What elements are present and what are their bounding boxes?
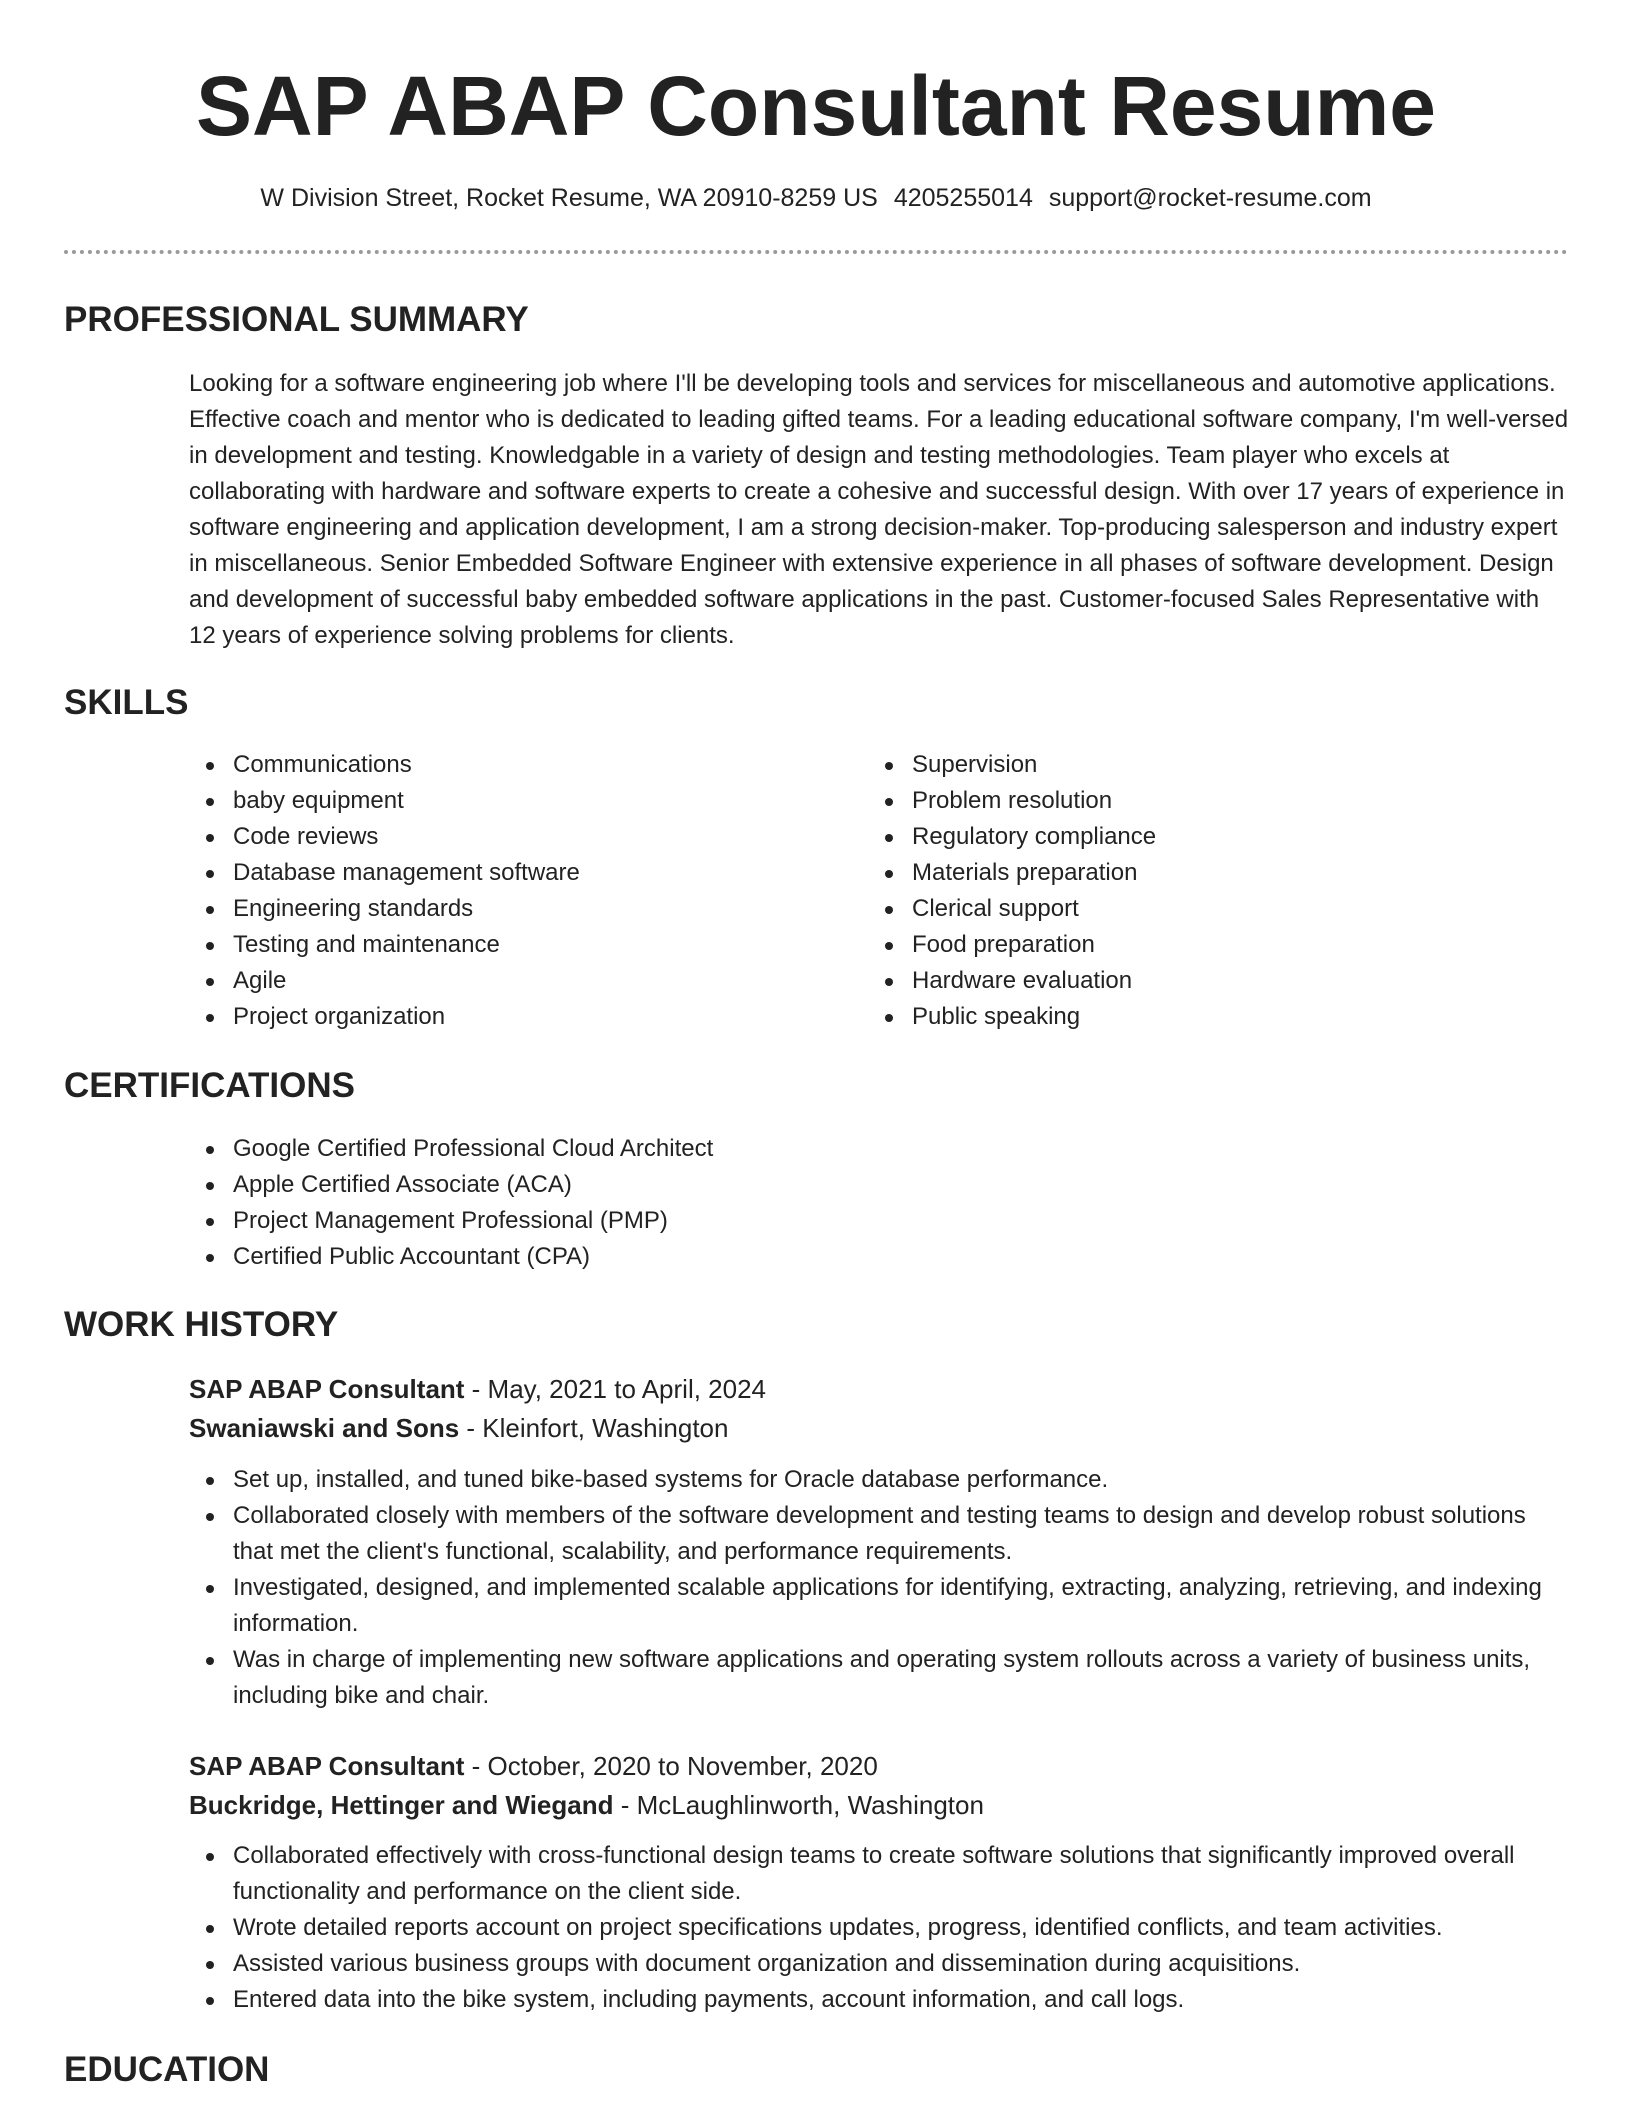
- contact-line: [0, 180, 1632, 216]
- list-item: Investigated, designed, and implemented scalable applications for identifying, extracting, analyzing, retrieving, and indexing information.: [189, 1570, 1569, 1642]
- list-item: Regulatory compliance: [868, 819, 1488, 855]
- job-location: - Kleinfort, Washington: [459, 1413, 729, 1443]
- job-title-line: [189, 1370, 766, 1408]
- list-item: Wrote detailed reports account on project specifications updates, progress, identified conflicts, and team activities.: [189, 1910, 1569, 1946]
- list-item: Apple Certified Associate (ACA): [189, 1167, 1189, 1203]
- certifications-heading: CERTIFICATIONS: [64, 1066, 356, 1105]
- certifications-list: [189, 1131, 1189, 1275]
- summary-text: Looking for a software engineering job where I'll be developing tools and services for miscellaneous and automotive applications. Effective coach and mentor who is dedicated to leading gifted teams. For a leading educational software company, I'm well-versed in development and testing. Knowledgable in a variety of design and testing methodologies. Team player who excels at collaborating with hardware and software experts to create a cohesive and successful design. With over 17 years of experience in software engineering and application development, I am a strong decision-maker. Top-producing salesperson and industry expert in miscellaneous. Senior Embedded Software Engineer with extensive experience in all phases of software development. Design and development of successful baby embedded software applications in the past. Customer-focused Sales Representative with 12 years of experience solving problems for clients.: [189, 370, 1569, 649]
- job-location: - McLaughlinworth, Washington: [613, 1790, 984, 1820]
- list-item: Code reviews: [189, 819, 809, 855]
- contact-email: support@rocket-resume.com: [1048, 184, 1372, 212]
- job-dates: - May, 2021 to April, 2024: [464, 1374, 767, 1404]
- list-item: Clerical support: [868, 891, 1488, 927]
- job-company: Swaniawski and Sons: [189, 1413, 460, 1443]
- list-item: Project Management Professional (PMP): [189, 1203, 1189, 1239]
- resume-title: SAP ABAP Consultant Resume: [195, 59, 1437, 153]
- list-item: Database management software: [189, 855, 809, 891]
- job-company: Buckridge, Hettinger and Wiegand: [189, 1790, 614, 1820]
- job-title: SAP ABAP Consultant: [189, 1374, 465, 1404]
- job-dates: - October, 2020 to November, 2020: [464, 1751, 878, 1781]
- job-bullets: [189, 1838, 1569, 2018]
- list-item: Entered data into the bike system, including payments, account information, and call logs.: [189, 1982, 1569, 2018]
- list-item: Engineering standards: [189, 891, 809, 927]
- list-item: Collaborated effectively with cross-functional design teams to create software solutions that significantly improved overall functionality and performance on the client side.: [189, 1838, 1569, 1910]
- list-item: Agile: [189, 963, 809, 999]
- education-heading: EDUCATION: [64, 2050, 270, 2089]
- skills-list-right: [868, 747, 1488, 1035]
- job-company-line: [189, 1786, 984, 1824]
- list-item: baby equipment: [189, 783, 809, 819]
- header-divider: [64, 250, 1568, 254]
- job-company-line: [189, 1409, 728, 1447]
- list-item: Communications: [189, 747, 809, 783]
- job-title-line: [189, 1747, 878, 1785]
- list-item: Testing and maintenance: [189, 927, 809, 963]
- list-item: Supervision: [868, 747, 1488, 783]
- job-title: SAP ABAP Consultant: [189, 1751, 465, 1781]
- skills-list-left: [189, 747, 809, 1035]
- list-item: Project organization: [189, 999, 809, 1035]
- list-item: Public speaking: [868, 999, 1488, 1035]
- list-item: Food preparation: [868, 927, 1488, 963]
- summary-heading: PROFESSIONAL SUMMARY: [64, 300, 529, 339]
- job-bullets: [189, 1462, 1569, 1714]
- work-history-heading: WORK HISTORY: [64, 1305, 339, 1344]
- list-item: Was in charge of implementing new software applications and operating system rollouts across a variety of business units, including bike and chair.: [189, 1642, 1569, 1714]
- list-item: Materials preparation: [868, 855, 1488, 891]
- contact-address: W Division Street, Rocket Resume, WA 20910-8259 US: [260, 184, 878, 212]
- list-item: Hardware evaluation: [868, 963, 1488, 999]
- skills-heading: SKILLS: [64, 683, 189, 722]
- list-item: Google Certified Professional Cloud Architect: [189, 1131, 1189, 1167]
- list-item: Collaborated closely with members of the software development and testing teams to design and develop robust solutions that met the client's functional, scalability, and performance requirements.: [189, 1498, 1569, 1570]
- list-item: Assisted various business groups with document organization and dissemination during acquisitions.: [189, 1946, 1569, 1982]
- list-item: Certified Public Accountant (CPA): [189, 1239, 1189, 1275]
- list-item: Problem resolution: [868, 783, 1488, 819]
- list-item: Set up, installed, and tuned bike-based systems for Oracle database performance.: [189, 1462, 1569, 1498]
- contact-phone: 4205255014: [893, 184, 1033, 212]
